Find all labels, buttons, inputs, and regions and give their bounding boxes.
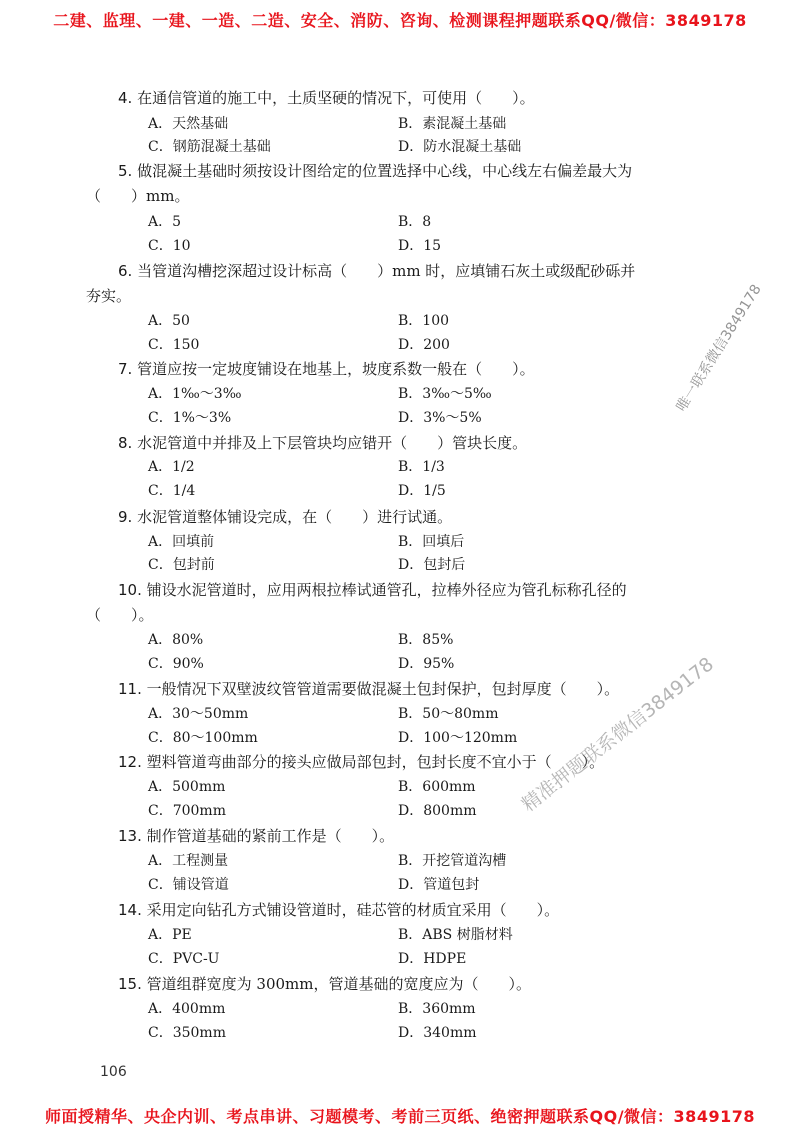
question-10 [118,580,627,600]
option-d: D．防水混凝土基础 [398,139,522,155]
option-b: B．600mm [398,779,476,795]
option-a: A．5 [148,214,182,230]
question-number: 6. [118,262,133,280]
option-c: C．350mm [148,1025,226,1041]
question-stem: 当管道沟槽挖深超过设计标高（ ）mm 时，应填铺石灰土或级配砂砾并 [137,262,636,280]
question-number: 9. [118,508,133,526]
question-stem: 做混凝土基础时须按设计图给定的位置选择中心线，中心线左右偏差最大为 [137,162,633,180]
option-a: A．50 [148,313,190,329]
question-11 [118,679,619,699]
option-b: B．3‰～5‰ [398,386,492,402]
question-stem: 一般情况下双壁波纹管管道需要做混凝土包封保护，包封厚度（ ）。 [146,680,620,698]
option-d: D．包封后 [398,557,466,573]
option-d: D．1/5 [398,483,446,499]
question-9 [118,507,452,527]
question-stem: 管道应按一定坡度铺设在地基上，坡度系数一般在（ ）。 [137,360,535,378]
question-stem: 制作管道基础的紧前工作是（ ）。 [146,827,395,845]
option-a: A．30～50mm [148,706,249,722]
question-number: 14. [118,901,142,919]
option-d: D．15 [398,238,442,254]
option-a: A．工程测量 [148,853,229,869]
question-14 [118,900,559,920]
option-c: C．1%～3% [148,410,232,426]
bottom-banner: 师面授精华、央企内训、考点串讲、习题模考、考前三页纸、绝密押题联系QQ/微信：3849178 [45,1107,755,1126]
option-c: C．90% [148,656,204,672]
question-number: 15. [118,975,142,993]
question-number: 4. [118,89,133,107]
question-8 [118,433,527,453]
option-c: C．铺设管道 [148,877,229,893]
question-stem: 塑料管道弯曲部分的接头应做局部包封，包封长度不宜小于（ ）。 [146,753,605,771]
option-a: A．回填前 [148,534,215,550]
option-a: A．500mm [148,779,226,795]
question-number: 10. [118,581,142,599]
option-c: C．80～100mm [148,730,258,746]
option-c: C．150 [148,337,200,353]
option-b: B．1/3 [398,459,445,475]
question-4 [118,88,535,108]
option-d: D．3%～5% [398,410,482,426]
option-d: D．HDPE [398,951,467,967]
option-a: A．1/2 [148,459,195,475]
question-stem: 采用定向钻孔方式铺设管道时，硅芯管的材质宜采用（ ）。 [146,901,560,919]
option-a: A．PE [148,927,192,943]
question-5 [118,161,632,181]
option-a: A．1‰～3‰ [148,386,242,402]
option-c: C．包封前 [148,557,215,573]
option-c: C．钢筋混凝土基础 [148,139,271,155]
option-c: C．700mm [148,803,226,819]
watermark-contact: 唯一联系微信3849178 [673,281,765,415]
option-d: D．管道包封 [398,877,480,893]
option-b: B．360mm [398,1001,476,1017]
question-stem: 水泥管道整体铺设完成，在（ ）进行试通。 [137,508,453,526]
question-number: 11. [118,680,142,698]
question-number: 5. [118,162,133,180]
question-continuation: 夯实。 [86,287,132,305]
option-d: D．340mm [398,1025,477,1041]
watermark-promo: 精准押题联系微信3849178 [517,653,718,817]
option-b: B．回填后 [398,534,465,550]
question-15 [118,974,531,994]
question-continuation: （ ）。 [86,606,154,624]
option-d: D．95% [398,656,455,672]
option-b: B．50～80mm [398,706,499,722]
question-12 [118,752,604,772]
page-number: 106 [100,1064,127,1080]
question-13 [118,826,394,846]
option-d: D．800mm [398,803,477,819]
option-b: B．开挖管道沟槽 [398,853,507,869]
option-a: A．80% [148,632,204,648]
question-continuation: （ ）mm。 [86,187,190,205]
question-number: 13. [118,827,142,845]
option-c: C．PVC-U [148,951,220,967]
option-c: C．1/4 [148,483,196,499]
question-stem: 铺设水泥管道时，应用两根拉棒试通管孔，拉棒外径应为管孔标称孔径的 [146,581,627,599]
option-b: B．100 [398,313,450,329]
option-c: C．10 [148,238,191,254]
question-7 [118,359,535,379]
option-d: D．100～120mm [398,730,518,746]
question-stem: 水泥管道中并排及上下层管块均应错开（ ）管块长度。 [137,434,528,452]
option-b: B．85% [398,632,454,648]
question-number: 8. [118,434,133,452]
question-number: 12. [118,753,142,771]
question-stem: 管道组群宽度为 300mm，管道基础的宽度应为（ ）。 [146,975,531,993]
option-a: A．天然基础 [148,116,229,132]
top-banner: 二建、监理、一建、一造、二造、安全、消防、咨询、检测课程押题联系QQ/微信：3849178 [53,11,747,30]
question-6 [118,261,635,281]
option-a: A．400mm [148,1001,226,1017]
option-b: B．素混凝土基础 [398,116,507,132]
option-b: B．ABS 树脂材料 [398,927,513,943]
question-number: 7. [118,360,133,378]
question-stem: 在通信管道的施工中，土质坚硬的情况下，可使用（ ）。 [137,89,535,107]
option-d: D．200 [398,337,450,353]
option-b: B．8 [398,214,432,230]
